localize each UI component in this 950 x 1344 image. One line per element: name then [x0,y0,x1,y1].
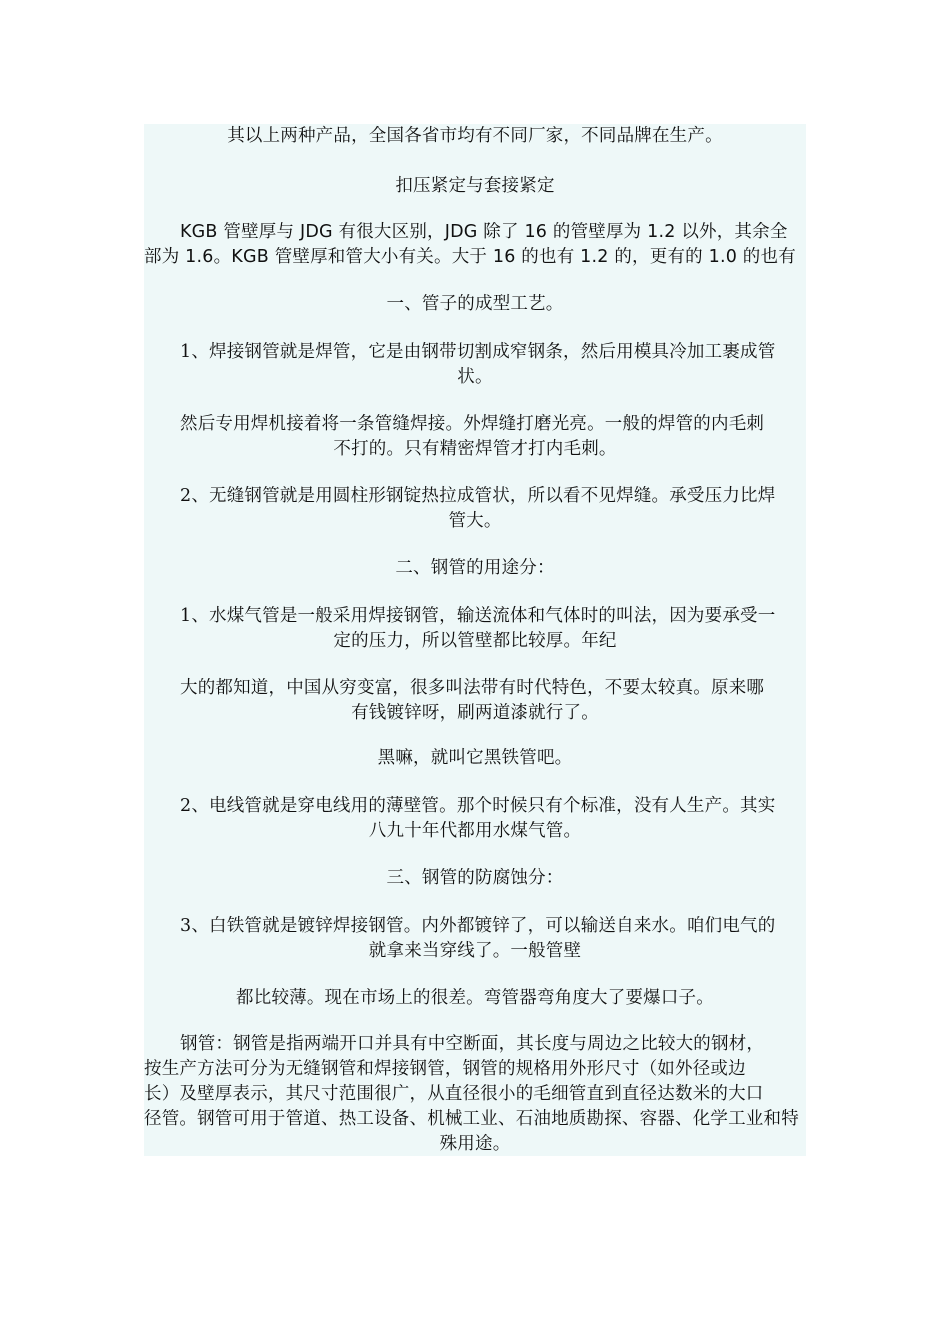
text-line: KGB 管壁厚与 JDG 有很大区别，JDG 除了 16 的管壁厚为 1.2 以外，其余全 [180,222,788,242]
text-line: 3、白铁管就是镀锌焊接钢管。内外都镀锌了，可以输送自来水。咱们电气的 [180,916,776,936]
paragraph-seamless-pipe [144,484,806,534]
paragraph-gas-pipe [144,604,806,654]
paragraph-era-naming [144,676,806,726]
text-line: 殊用途。 [439,1134,511,1154]
text-line: 三、钢管的防腐蚀分： [386,868,564,888]
paragraph-thin-wall [144,986,806,1011]
text-line: 1、水煤气管是一般采用焊接钢管，输送流体和气体时的叫法，因为要承受一 [180,606,776,626]
paragraph-galvanized-pipe [144,914,806,964]
heading-crimp-vs-sleeve [144,174,806,199]
text-line: 管大。 [448,511,502,531]
text-line: 2、电线管就是穿电线用的薄壁管。那个时候只有个标准，没有人生产。其实 [180,796,776,816]
paragraph-steel-pipe-definition [144,1032,806,1157]
text-line: 扣压紧定与套接紧定 [395,176,555,196]
heading-pipe-uses [144,556,806,581]
text-line: 一、管子的成型工艺。 [386,294,564,314]
text-line: 定的压力，所以管壁都比较厚。年纪 [333,631,617,651]
text-line: 黑嘛，就叫它黑铁管吧。 [377,748,573,768]
text-line: 然后专用焊机接着将一条管缝焊接。外焊缝打磨光亮。一般的焊管的内毛刺 [180,414,765,434]
paragraph-conduit-pipe [144,794,806,844]
text-line: 1、焊接钢管就是焊管，它是由钢带切割成窄钢条，然后用模具冷加工裹成管 [180,342,776,362]
text-line: 长）及壁厚表示，其尺寸范围很广，从直径很小的毛细管直到直径达数米的大口 [144,1084,764,1104]
paragraph-weld-seam [144,412,806,462]
text-line: 都比较薄。现在市场上的很差。弯管器弯角度大了要爆口子。 [236,988,714,1008]
paragraph-brands-intro [144,124,806,149]
text-line: 钢管：钢管是指两端开口并具有中空断面，其长度与周边之比较大的钢材， [180,1034,765,1054]
text-line: 二、钢管的用途分： [395,558,555,578]
text-line: 2、无缝钢管就是用圆柱形钢锭热拉成管状，所以看不见焊缝。承受压力比焊 [180,486,776,506]
text-line: 八九十年代都用水煤气管。 [368,821,582,841]
text-line: 不打的。只有精密焊管才打内毛刺。 [333,439,617,459]
heading-forming-process [144,292,806,317]
paragraph-black-iron-pipe [144,746,806,771]
document-content-block [144,124,806,1156]
text-line: 有钱镀锌呀，刷两道漆就行了。 [351,703,599,723]
heading-anticorrosion [144,866,806,891]
paragraph-welded-pipe [144,340,806,390]
text-line: 径管。钢管可用于管道、热工设备、机械工业、石油地质勘探、容器、化学工业和特 [144,1109,799,1129]
text-line: 按生产方法可分为无缝钢管和焊接钢管，钢管的规格用外形尺寸（如外径或边 [144,1059,746,1079]
text-line: 大的都知道，中国从穷变富，很多叫法带有时代特色，不要太较真。原来哪 [180,678,765,698]
paragraph-kgb-jdg [144,220,806,270]
text-line: 其以上两种产品，全国各省市均有不同厂家，不同品牌在生产。 [227,126,723,146]
text-line: 就拿来当穿线了。一般管壁 [368,941,582,961]
text-line: 状。 [457,367,493,387]
text-line: 部为 1.6。KGB 管壁厚和管大小有关。大于 16 的也有 1.2 的，更有的 1.0 的也有 [144,247,796,267]
